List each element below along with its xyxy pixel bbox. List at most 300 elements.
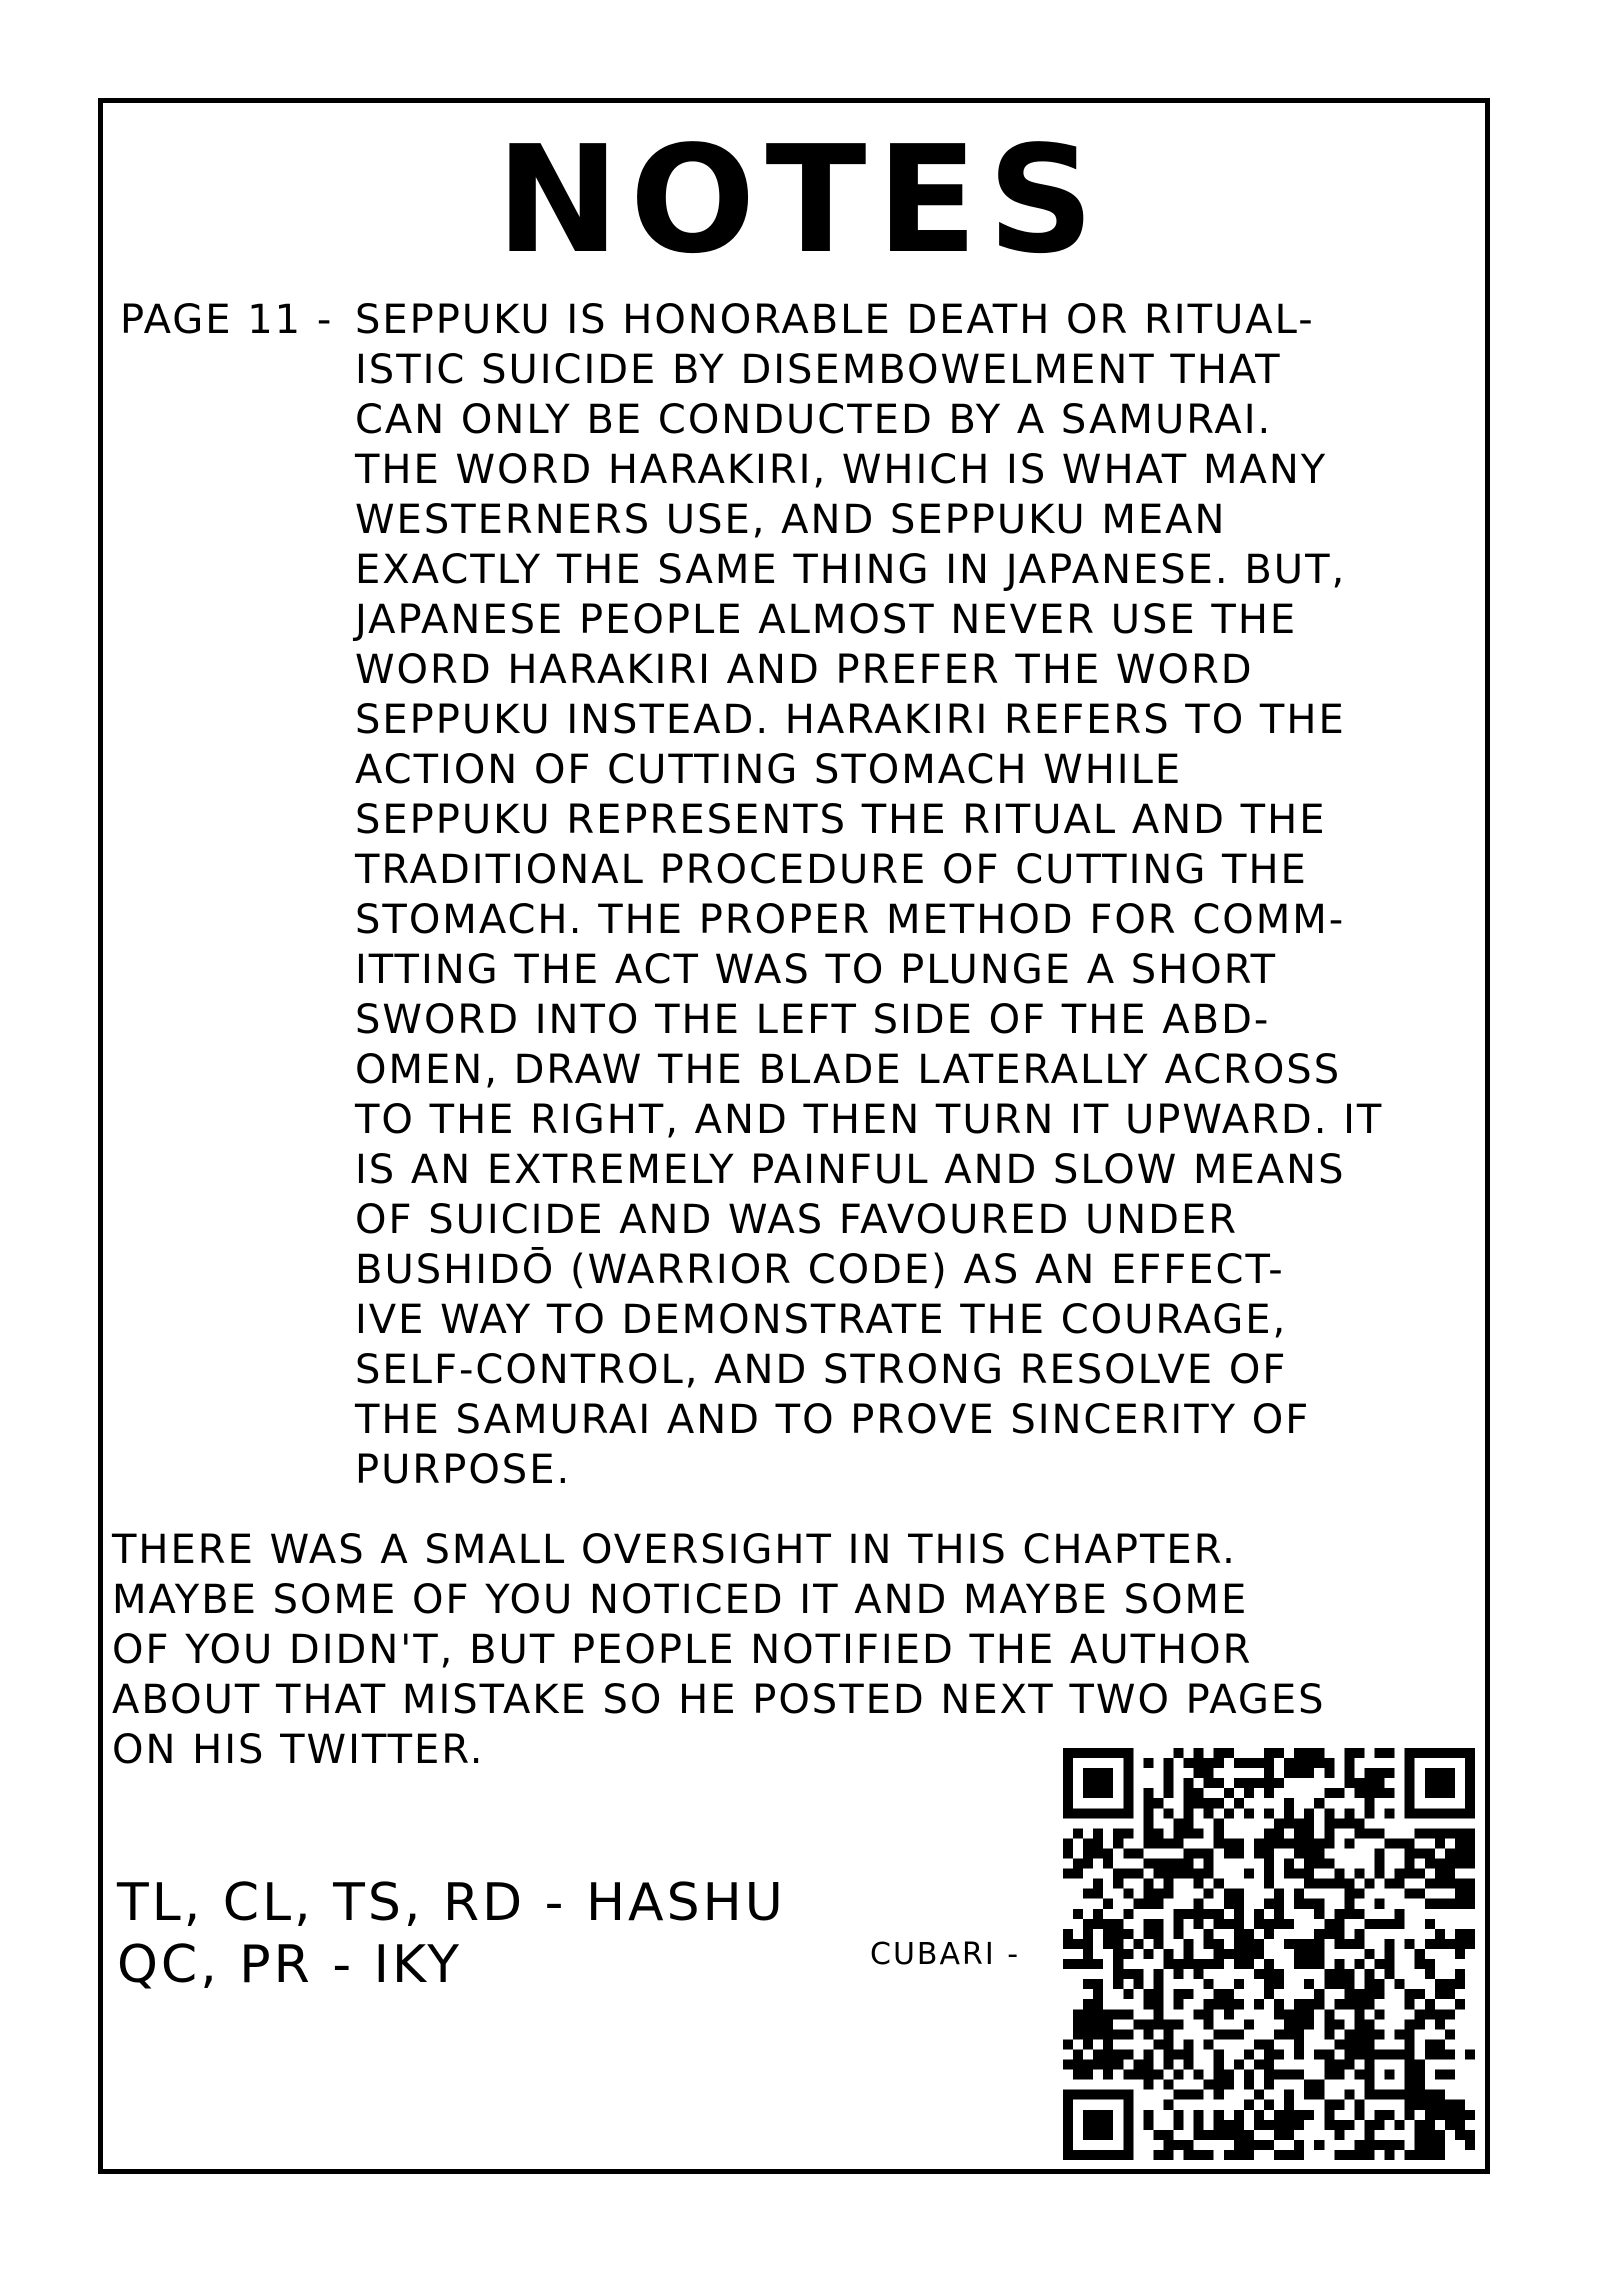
qr-module [1344,1899,1354,1909]
qr-module [1385,1838,1395,1848]
qr-module [1465,1929,1475,1939]
qr-module [1214,2130,1224,2140]
note-line: CAN ONLY BE CONDUCTED BY A SAMURAI. [355,397,1273,443]
qr-module [1395,1979,1405,1989]
qr-module [1083,1859,1093,1869]
qr-module [1204,2150,1214,2160]
qr-module [1063,1869,1073,1879]
qr-module [1274,2120,1284,2130]
qr-module [1204,1909,1214,1919]
qr-module [1435,2100,1445,2110]
page-title: NOTES [495,114,1105,286]
qr-module [1214,2049,1224,2059]
qr-module [1264,1768,1274,1778]
qr-module [1314,1758,1324,1768]
qr-module [1123,1778,1133,1788]
qr-module [1093,1979,1103,1989]
qr-module [1113,1979,1123,1989]
qr-module [1455,1969,1465,1979]
qr-module [1153,2039,1163,2049]
qr-module [1163,2100,1173,2110]
note-line: WORD HARAKIRI AND PREFER THE WORD [355,647,1254,693]
qr-module [1465,1768,1475,1778]
qr-module [1194,1959,1204,1969]
qr-module [1294,1939,1304,1949]
qr-module [1103,2019,1113,2029]
qr-module [1264,1919,1274,1929]
qr-module [1214,1748,1224,1758]
qr-module [1435,1869,1445,1879]
qr-module [1405,2060,1415,2070]
qr-module [1224,1788,1234,1798]
qr-module [1385,1949,1395,1959]
qr-module [1304,1768,1314,1778]
qr-module [1174,2090,1184,2100]
qr-module [1214,2029,1224,2039]
qr-module [1194,2120,1204,2130]
qr-module [1364,2029,1374,2039]
qr-module [1304,2110,1314,2120]
qr-module [1174,2019,1184,2029]
qr-module [1385,1919,1395,1929]
qr-module [1284,2100,1294,2110]
qr-module [1294,2150,1304,2160]
qr-module [1073,1869,1083,1879]
qr-module [1375,2140,1385,2150]
qr-module [1465,1748,1475,1758]
qr-module [1254,2090,1264,2100]
qr-module [1405,1838,1415,1848]
qr-module [1224,1748,1234,1758]
qr-module [1435,2039,1445,2049]
qr-module [1294,1999,1304,2009]
qr-module [1163,1758,1173,1768]
qr-module [1445,1778,1455,1788]
qr-module [1354,1909,1364,1919]
qr-module [1103,1788,1113,1798]
qr-module [1405,1869,1415,1879]
qr-module [1133,1939,1143,1949]
qr-module [1415,1848,1425,1858]
qr-module [1093,1748,1103,1758]
qr-module [1103,2039,1113,2049]
qr-module [1254,1848,1264,1858]
qr-module [1063,2039,1073,2049]
qr-module [1415,1748,1425,1758]
qr-module [1435,1929,1445,1939]
qr-module [1224,1989,1234,1999]
qr-module [1354,2110,1364,2120]
qr-module [1224,1808,1234,1818]
qr-module [1425,2100,1435,2110]
qr-module [1425,2049,1435,2059]
qr-module [1163,1808,1173,1818]
qr-module [1314,1999,1324,2009]
qr-module [1083,1999,1093,2009]
qr-module [1314,1939,1324,1949]
qr-module [1324,2009,1334,2019]
qr-module [1274,1999,1284,2009]
qr-module [1214,1999,1224,2009]
qr-module [1425,2120,1435,2130]
qr-module [1425,1939,1435,1949]
qr-module [1123,2110,1133,2120]
qr-module [1415,2080,1425,2090]
qr-module [1113,1838,1123,1848]
qr-module [1083,1808,1093,1818]
qr-module [1133,1869,1143,1879]
qr-module [1364,1778,1374,1788]
cubari-label: CUBARI - [870,1937,1021,1972]
qr-module [1093,2150,1103,2160]
qr-module [1143,1798,1153,1808]
qr-module [1063,1848,1073,1858]
qr-module [1153,2019,1163,2029]
qr-module [1354,1989,1364,1999]
note-line: THE SAMURAI AND TO PROVE SINCERITY OF [355,1397,1311,1443]
qr-module [1163,2060,1173,2070]
qr-module [1073,2019,1083,2029]
qr-module [1153,2150,1163,2160]
qr-module [1093,1889,1103,1899]
qr-module [1274,1748,1284,1758]
qr-module [1083,1748,1093,1758]
qr-module [1294,2049,1304,2059]
qr-module [1234,2120,1244,2130]
qr-module [1445,2009,1455,2019]
qr-module [1113,1969,1123,1979]
qr-module [1304,1808,1314,1818]
qr-module [1435,1879,1445,1889]
qr-module [1385,1788,1395,1798]
qr-module [1375,1828,1385,1838]
qr-module [1123,1758,1133,1768]
qr-module [1284,2009,1294,2019]
qr-module [1344,1939,1354,1949]
qr-module [1174,1989,1184,1999]
qr-module [1364,1828,1374,1838]
qr-module [1174,1869,1184,1879]
qr-module [1244,2080,1254,2090]
qr-module [1284,1798,1294,1808]
qr-module [1133,1848,1143,1858]
qr-module [1073,1828,1083,1838]
qr-module [1395,1879,1405,1889]
qr-module [1415,1808,1425,1818]
qr-module [1143,2049,1153,2059]
qr-module [1465,1939,1475,1949]
qr-module [1063,2120,1073,2130]
qr-module [1093,2090,1103,2100]
qr-module [1224,1848,1234,1858]
qr-module [1264,1848,1274,1858]
qr-module [1385,1969,1395,1979]
qr-module [1093,1848,1103,1858]
qr-module [1304,1949,1314,1959]
qr-module [1163,2049,1173,2059]
qr-module [1385,1879,1395,1889]
qr-module [1194,1828,1204,1838]
qr-module [1123,1768,1133,1778]
qr-module [1465,2049,1475,2059]
qr-module [1385,2049,1395,2059]
qr-module [1375,1919,1385,1929]
qr-module [1354,2150,1364,2160]
qr-module [1123,2029,1133,2039]
qr-module [1083,1959,1093,1969]
qr-module [1214,1838,1224,1848]
qr-module [1093,1808,1103,1818]
qr-module [1425,1808,1435,1818]
qr-module [1294,1869,1304,1879]
qr-module [1344,2120,1354,2130]
qr-module [1143,1889,1153,1899]
note-line: ISTIC SUICIDE BY DISEMBOWELMENT THAT [355,347,1282,393]
qr-module [1415,2140,1425,2150]
qr-module [1163,2130,1173,2140]
qr-module [1455,2130,1465,2140]
qr-module [1364,1999,1374,2009]
qr-module [1234,1798,1244,1808]
qr-module [1435,1748,1445,1758]
qr-module [1364,2150,1374,2160]
qr-module [1455,1748,1465,1758]
qr-module [1375,1869,1385,1879]
qr-module [1304,1848,1314,1858]
qr-module [1174,2110,1184,2120]
qr-module [1405,1889,1415,1899]
qr-module [1194,2090,1204,2100]
qr-module [1334,1869,1344,1879]
qr-module [1375,1788,1385,1798]
qr-module [1063,1959,1073,1969]
qr-module [1143,1999,1153,2009]
qr-module [1063,2100,1073,2110]
qr-module [1435,2090,1445,2100]
qr-module [1083,1768,1093,1778]
qr-module [1224,2080,1234,2090]
qr-module [1194,1919,1204,1929]
qr-module [1123,1808,1133,1818]
qr-module [1334,2060,1344,2070]
qr-module [1445,1848,1455,1858]
credit-line: TL, CL, TS, RD - HASHU [117,1873,786,1933]
qr-module [1314,1989,1324,1999]
qr-module [1073,2150,1083,2160]
qr-module [1344,2060,1354,2070]
qr-module [1344,1979,1354,1989]
qr-module [1385,2090,1395,2100]
qr-code-graphic [1063,1748,1475,2160]
qr-module [1264,1758,1274,1768]
qr-module [1385,1808,1395,1818]
qr-module [1123,2130,1133,2140]
qr-module [1123,1788,1133,1798]
qr-module [1224,1838,1234,1848]
qr-module [1184,1848,1194,1858]
qr-module [1184,1788,1194,1798]
qr-module [1143,1919,1153,1929]
qr-module [1163,1838,1173,1848]
qr-module [1093,1989,1103,1999]
qr-module [1153,1889,1163,1899]
qr-module [1455,1838,1465,1848]
qr-module [1083,1939,1093,1949]
qr-module [1324,1758,1334,1768]
qr-module [1425,2090,1435,2100]
qr-module [1073,2060,1083,2070]
qr-module [1123,2009,1133,2019]
qr-module [1093,2130,1103,2140]
qr-module [1465,1828,1475,1838]
qr-module [1234,1939,1244,1949]
qr-module [1103,2110,1113,2120]
note-line: SEPPUKU INSTEAD. HARAKIRI REFERS TO THE [355,697,1346,743]
qr-module [1465,1778,1475,1788]
qr-module [1405,1939,1415,1949]
qr-module [1445,1748,1455,1758]
qr-module [1334,1969,1344,1979]
oversight-line: ON HIS TWITTER. [112,1727,485,1773]
qr-module [1324,2070,1334,2080]
qr-module [1163,2029,1173,2039]
qr-module [1123,2090,1133,2100]
qr-module [1354,2049,1364,2059]
qr-module [1364,2019,1374,2029]
qr-module [1445,1899,1455,1909]
qr-module [1133,1979,1143,1989]
qr-module [1415,1828,1425,1838]
qr-module [1274,2110,1284,2120]
qr-module [1083,2110,1093,2120]
note-label: PAGE 11 - [120,297,334,343]
qr-module [1334,1979,1344,1989]
qr-module [1254,1969,1264,1979]
qr-module [1204,1999,1214,2009]
qr-module [1163,2039,1173,2049]
qr-module [1143,2080,1153,2090]
qr-module [1194,1899,1204,1909]
qr-module [1435,2150,1445,2160]
qr-module [1063,1788,1073,1798]
qr-module [1334,1919,1344,1929]
qr-module [1395,2140,1405,2150]
qr-module [1083,2130,1093,2140]
qr-module [1113,1808,1123,1818]
qr-module [1113,2090,1123,2100]
qr-module [1405,1788,1415,1798]
qr-module [1264,1869,1274,1879]
qr-module [1405,1798,1415,1808]
qr-module [1083,2019,1093,2029]
qr-module [1143,1838,1153,1848]
qr-module [1194,1869,1204,1879]
qr-module [1143,2070,1153,2080]
qr-module [1314,1959,1324,1969]
qr-module [1425,2140,1435,2150]
qr-module [1093,1788,1103,1798]
qr-module [1153,1929,1163,1939]
qr-module [1455,2120,1465,2130]
qr-module [1395,1909,1405,1919]
qr-module [1415,2060,1425,2070]
qr-module [1184,1808,1194,1818]
qr-module [1093,1768,1103,1778]
qr-module [1063,2130,1073,2140]
qr-code-icon[interactable] [1063,1748,1475,2160]
qr-module [1234,1919,1244,1929]
qr-module [1254,1939,1264,1949]
qr-module [1385,1959,1395,1969]
qr-module [1194,1798,1204,1808]
qr-module [1314,1848,1324,1858]
qr-module [1153,1979,1163,1989]
qr-module [1264,1859,1274,1869]
qr-module [1415,2130,1425,2140]
qr-module [1143,1879,1153,1889]
qr-module [1435,2130,1445,2140]
qr-module [1103,1768,1113,1778]
qr-module [1073,2049,1083,2059]
qr-module [1375,1989,1385,1999]
qr-module [1103,2060,1113,2070]
qr-module [1184,2060,1194,2070]
qr-module [1334,2150,1344,2160]
qr-module [1385,1939,1395,1949]
qr-module [1405,1859,1415,1869]
qr-module [1344,1879,1354,1889]
qr-module [1174,1999,1184,2009]
qr-module [1194,1788,1204,1798]
note-line: ACTION OF CUTTING STOMACH WHILE [355,747,1183,793]
qr-module [1214,1949,1224,1959]
qr-module [1153,1838,1163,1848]
qr-module [1364,2049,1374,2059]
qr-module [1153,1859,1163,1869]
qr-module [1103,2029,1113,2039]
oversight-line: OF YOU DIDN'T, BUT PEOPLE NOTIFIED THE AUTHOR [112,1627,1253,1673]
qr-module [1113,1828,1123,1838]
qr-module [1435,1828,1445,1838]
qr-module [1063,2150,1073,2160]
qr-module [1344,2090,1354,2100]
qr-module [1073,2009,1083,2019]
qr-module [1334,2120,1344,2130]
qr-module [1174,1929,1184,1939]
note-line: BUSHIDŌ (WARRIOR CODE) AS AN EFFECT- [355,1247,1285,1293]
qr-module [1204,1778,1214,1788]
qr-module [1304,1818,1314,1828]
qr-module [1254,1919,1264,1929]
qr-module [1405,2070,1415,2080]
qr-module [1465,1848,1475,1858]
qr-module [1153,2009,1163,2019]
qr-module [1324,1788,1334,1798]
qr-module [1274,1919,1284,1929]
qr-module [1264,1899,1274,1909]
qr-module [1103,1848,1113,1858]
qr-module [1385,2070,1395,2080]
qr-module [1415,1869,1425,1879]
qr-module [1153,1989,1163,1999]
qr-module [1264,2100,1274,2110]
qr-module [1234,1848,1244,1858]
qr-module [1174,1919,1184,1929]
qr-module [1354,1999,1364,2009]
qr-module [1284,2070,1294,2080]
qr-module [1174,2070,1184,2080]
qr-module [1224,1949,1234,1959]
